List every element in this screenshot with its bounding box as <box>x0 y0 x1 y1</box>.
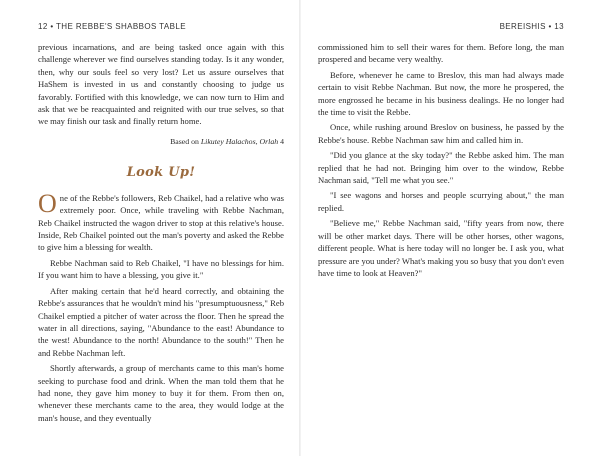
citation-prefix: Based on <box>170 136 201 146</box>
drop-cap: O <box>38 188 57 218</box>
story-paragraph-1 <box>38 188 284 254</box>
right-paragraph-5: "I see wagons and horses and people scurrying about," the man replied. <box>318 190 564 213</box>
right-paragraph-3: Once, while rushing around Breslov on business, he passed by the Rebbe's house. Rebbe Nachman saw him and called him in. <box>318 122 564 145</box>
citation-number: 4 <box>278 136 284 146</box>
right-paragraph-6: "Believe me," Rebbe Nachman said, "fifty years from now, there will be other market days. There will be other horses, other wagons, different people. What is here today will no longer be. I ask you, what pressure are you under? What's making you so busy that you don't even have time to look at Heaven?" <box>318 218 564 278</box>
story-paragraph-3: After making certain that he'd heard correctly, and obtaining the Rebbe's assurances that he wouldn't mind his "presumptuousness," Reb Chaikel emptied a pitcher of water across the floor. Then he spread the water in all directions, saying, "Abundance to the east! Abundance to the west! Abundance to the north! Abundance to the south!" Then he and Rebbe Nachman left. <box>38 285 284 358</box>
section-title: Look Up! <box>126 164 196 180</box>
story-paragraph-4: Shortly afterwards, a group of merchants came to this man's home seeking to purchase food and drink. When the man told them that he had none, they gave him money to buy it for them. From then on, whenever these merchants came to the area, they would lodge at the man's house, and they eventually <box>38 363 284 423</box>
story-paragraph-2: Rebbe Nachman said to Reb Chaikel, "I have no blessings for him. If you want him to have a blessing, you give it." <box>38 257 284 281</box>
citation-source: Likutey Halachos, Orlah <box>200 136 279 146</box>
right-paragraph-4: "Did you glance at the sky today?" the Rebbe asked him. The man replied that he had not. Bringing him over to the window, Rebbe Nachman said, "Tell me what you see." <box>318 150 564 186</box>
left-body <box>38 41 284 424</box>
citation <box>38 136 284 147</box>
left-running-head: 12 • THE REBBE'S SHABBOS TABLE <box>38 22 186 31</box>
right-paragraph-1: commissioned him to sell their wares for them. Before long, the man prospered and became very wealthy. <box>318 42 564 65</box>
right-body <box>318 41 564 279</box>
right-paragraph-2: Before, whenever he came to Breslov, this man had always made certain to visit Rebbe Nachman. But now, the more he prospered, the more engrossed he became in his business dealings. He no longer had the time to visit the Rebbe. <box>318 69 564 118</box>
intro-paragraph: previous incarnations, and are being tasked once again with this challenge wherever we find ourselves standing today. Is it any wonder, then, why our souls feel so very lost? Let us assure ourselves that HaShem is invested in us and constantly choosing to judge us favorably. Fortified with this knowledge, we can now turn to Him and ask that we be reacquainted and reignited with our true selves, so that we may finish our task and finally return home. <box>38 42 284 127</box>
right-page <box>300 0 600 456</box>
right-running-head: BEREISHIS • 13 <box>499 22 564 31</box>
story-paragraph-1-text: ne of the Rebbe's followers, Reb Chaikel, had a relative who was extremely poor. Once, while traveling with Rebbe Nachman, Reb Chaikel instructed the wagon driver to stop at this relative's house. Inside, Reb Chaikel pointed out the man's poverty and asked the Rebbe to give him a blessing for wealth. <box>38 192 284 253</box>
